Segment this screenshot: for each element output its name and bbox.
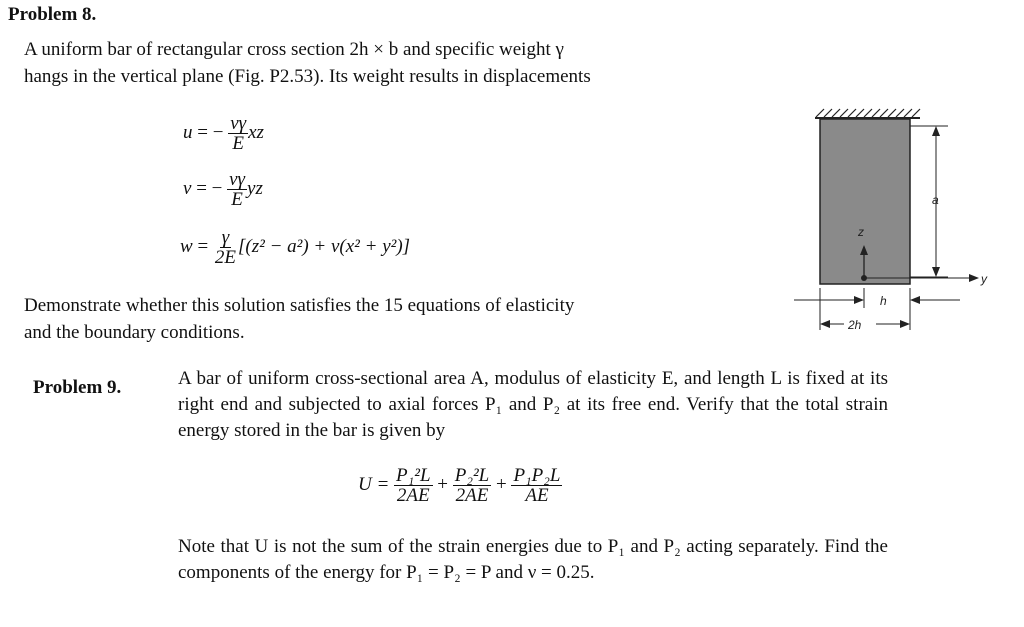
problem-8-conclusion <box>24 292 754 346</box>
y-axis-arrow <box>969 274 979 282</box>
equation-v <box>183 170 263 209</box>
problem-8-intro-line-2: hangs in the vertical plane (Fig. P2.53). Its weight results in displacements <box>24 66 591 87</box>
label-z: z <box>858 225 864 239</box>
problem-8-title: Problem 8. <box>8 4 97 25</box>
equation-w-equals: = <box>197 235 209 257</box>
dim-2h-right-arrow <box>900 320 910 328</box>
equation-w-numerator: γ <box>221 227 230 248</box>
equation-U-term-1-numerator: P₁²L <box>396 465 431 486</box>
equation-v-denominator: E <box>231 189 243 210</box>
label-2h: 2h <box>848 318 862 332</box>
equation-U-plus-1: + <box>437 473 448 495</box>
problem-8-conclusion-line-1: Demonstrate whether this solution satisfies the 15 equations of elasticity <box>24 295 575 316</box>
equation-u-lhs: u <box>183 121 193 143</box>
equation-u-numerator: νγ <box>230 113 247 134</box>
equation-v-numerator: νγ <box>229 169 246 190</box>
equation-U-term-3-denominator: AE <box>525 485 549 506</box>
label-h: h <box>880 294 887 308</box>
problem-9-title: Problem 9. <box>33 377 122 398</box>
support-hatching <box>816 109 920 117</box>
equation-v-equals: = − <box>196 177 223 199</box>
dim-a-arrow-bottom <box>932 267 940 277</box>
dim-h-left-arrow <box>854 296 864 304</box>
bar-body <box>820 119 910 284</box>
dim-2h-left-arrow <box>820 320 830 328</box>
equation-v-fraction <box>227 170 247 209</box>
dim-h-right-arrow <box>910 296 920 304</box>
equation-w-tail: [(z² − a²) + ν(x² + y²)] <box>238 235 411 257</box>
equation-v-lhs: v <box>183 177 192 199</box>
equation-u-fraction <box>228 114 248 153</box>
equation-U-lhs: U = <box>358 473 390 495</box>
label-y: y <box>981 272 987 286</box>
equation-U-term-2-numerator: P₂²L <box>454 465 490 486</box>
equation-u-equals: = − <box>197 121 224 143</box>
problem-8-intro <box>24 36 744 90</box>
problem-9-text: A bar of uniform cross-sectional area A, modulus of elasticity E, and length L is fixed at its right end and subjected to axial forces P₁ and P₂ at its free end. Verify that the total strain energy stored in the bar is given by <box>178 368 888 441</box>
equation-u-tail: xz <box>248 121 264 143</box>
equation-u <box>183 114 264 153</box>
equation-U-term-2 <box>453 466 491 505</box>
equation-U-term-3-numerator: P₁P₂L <box>513 465 561 486</box>
dim-a-arrow-top <box>932 126 940 136</box>
equation-U <box>358 466 562 505</box>
equation-w-fraction <box>213 228 238 267</box>
equation-U-term-1 <box>394 466 432 505</box>
equation-w-denominator: 2E <box>214 247 237 268</box>
equation-U-term-1-denominator: 2AE <box>396 485 430 506</box>
equation-U-term-3 <box>511 466 562 505</box>
label-a: a <box>932 193 939 207</box>
equation-u-denominator: E <box>232 133 244 154</box>
equation-U-term-2-denominator: 2AE <box>455 485 489 506</box>
equation-w <box>180 228 410 267</box>
equation-v-tail: yz <box>247 177 263 199</box>
problem-8-intro-line-1: A uniform bar of rectangular cross section 2h × b and specific weight γ <box>24 39 564 60</box>
equation-w-lhs: w <box>180 235 193 257</box>
problem-9-note: Note that U is not the sum of the strain energies due to P₁ and P₂ acting separately. Find the components of the energy for P₁ = P₂ = P and ν = 0.25. <box>178 536 888 583</box>
equation-U-plus-2: + <box>495 473 507 495</box>
hanging-bar-figure <box>780 100 1000 345</box>
problem-8-conclusion-line-2: and the boundary conditions. <box>24 322 245 343</box>
